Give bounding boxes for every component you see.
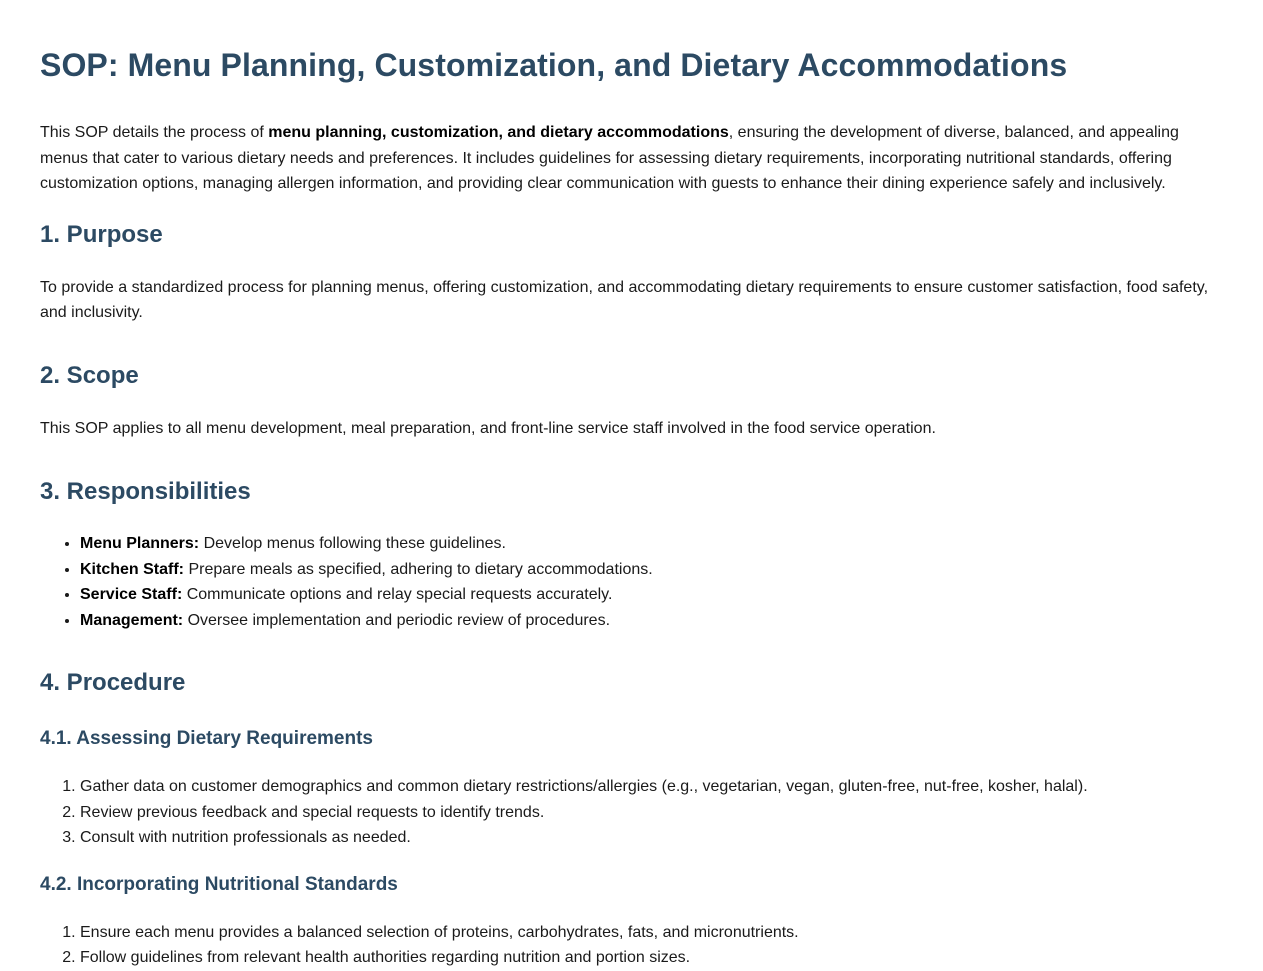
section-heading-responsibilities: 3. Responsibilities: [40, 478, 251, 505]
intro-text-start: This SOP details the process of: [40, 124, 269, 141]
section-heading-procedure: 4. Procedure: [40, 669, 186, 696]
role-label: Kitchen Staff:: [80, 560, 184, 578]
responsibilities-list: [40, 531, 1223, 633]
role-description: Develop menus following these guidelines.: [199, 535, 506, 552]
page-title: SOP: Menu Planning, Customization, and Dietary Accommodations: [40, 47, 1068, 83]
purpose-text: To provide a standardized process for planning menus, offering customization, and accommodating dietary requirements to ensure customer satisfaction, food safety, and inclusivity.: [40, 278, 1209, 321]
list-item: [80, 608, 1223, 634]
section-heading-purpose: 1. Purpose: [40, 220, 163, 248]
list-item: [80, 557, 1223, 583]
intro-text-bold: menu planning, customization, and dietary accommodations: [268, 124, 729, 141]
role-label: Management:: [80, 611, 184, 629]
list-item: 2. Follow guidelines from relevant health authorities regarding nutrition and portion sizes.: [80, 945, 1223, 971]
intro-paragraph: [40, 120, 1223, 197]
section-heading-scope: 2. Scope: [40, 361, 139, 389]
scope-text: This SOP applies to all menu development, meal preparation, and front-line service staff involved in the food service operation.: [40, 419, 936, 437]
list-item: [80, 531, 1223, 557]
intro-text-end: , ensuring the development of diverse, balanced, and appealing menus that cater to various dietary needs and preferences. It includes guidelines for assessing dietary requirements, incorporating nutritional standards, offering customization options, managing allergen information, and providing clear communication with guests to enhance their dining experience safely and inclusively.: [40, 124, 1179, 192]
subsection-heading-dietary-requirements: 4.1. Assessing Dietary Requirements: [40, 728, 373, 749]
role-description: Oversee implementation and periodic review of procedures.: [183, 611, 611, 629]
role-description: Communicate options and relay special requests accurately.: [182, 586, 613, 603]
list-item: [80, 582, 1223, 608]
list-item: 1. Gather data on customer demographics and common dietary restrictions/allergies (e.g., vegetarian, vegan, gluten-free, nut-free, kosher, halal).: [80, 774, 1223, 800]
list-item: 3. Consult with nutrition professionals as needed.: [80, 825, 1223, 851]
role-label: Menu Planners:: [80, 535, 200, 552]
nutritional-standards-list: [40, 920, 1223, 971]
list-item: 2. Review previous feedback and special requests to identify trends.: [80, 800, 1223, 826]
role-label: Service Staff:: [80, 586, 183, 603]
dietary-requirements-list: [40, 774, 1223, 851]
role-description: Prepare meals as specified, adhering to dietary accommodations.: [184, 560, 653, 578]
subsection-heading-nutritional-standards: 4.2. Incorporating Nutritional Standards: [40, 873, 398, 895]
list-item: 1. Ensure each menu provides a balanced selection of proteins, carbohydrates, fats, and micronutrients.: [80, 920, 1223, 946]
